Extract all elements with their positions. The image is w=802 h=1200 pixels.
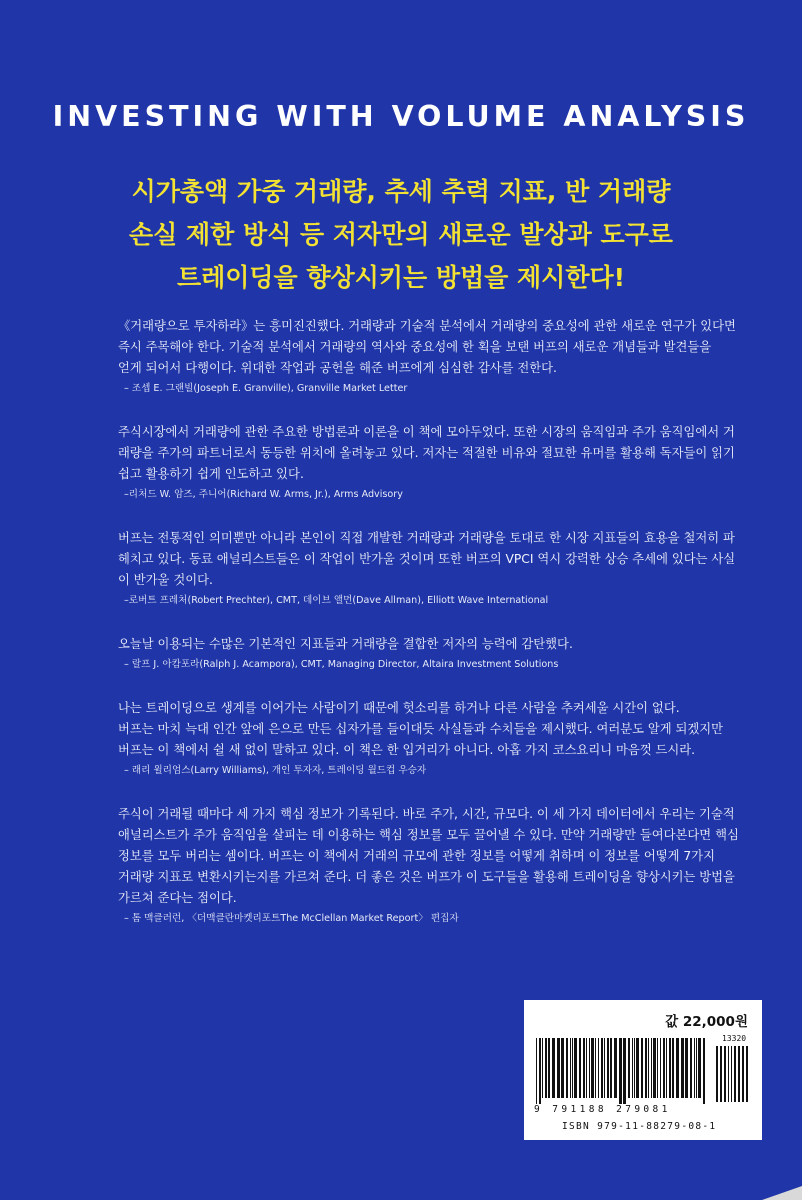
review-attribution: – 랄프 J. 아캄포라(Ralph J. Acampora), CMT, Managing Director, Altaira Investment Solutions	[124, 659, 559, 670]
review-mcclellan	[118, 804, 758, 926]
review-line: 얻게 되어서 다행이다. 위대한 작업과 공헌을 해준 버프에게 심심한 감사를 전한다.	[118, 361, 557, 375]
headline-line: 시가총액 가중 거래량, 추세 추력 지표, 반 거래량	[131, 177, 671, 206]
review-attribution: – 래리 윌리엄스(Larry Williams), 개인 투자자, 트레이딩 월드컵 우승자	[124, 765, 427, 776]
english-title: INVESTING WITH VOLUME ANALYSIS	[52, 100, 750, 133]
isbn-barcode	[534, 1038, 754, 1104]
price-barcode-box	[524, 1000, 762, 1140]
review-prechter	[118, 528, 758, 608]
review-list	[118, 316, 758, 952]
review-line: 래량을 주가의 파트너로서 동등한 위치에 올려놓고 있다. 저자는 적절한 비유와 절묘한 유머를 활용해 독자들이 읽기	[118, 446, 735, 460]
barcode-addon-number: 13320	[722, 1034, 747, 1043]
review-williams	[118, 698, 758, 778]
review-line: 버프는 마치 늑대 인간 앞에 은으로 만든 십자가를 들이대듯 사실들과 수치들을 제시했다. 여러분도 알게 되겠지만	[118, 722, 724, 736]
review-attribution: – 톰 맥클러런, 〈더맥클란마켓리포트The McClellan Market Report〉 편집자	[124, 913, 459, 924]
review-line: 주식이 거래될 때마다 세 가지 핵심 정보가 기록된다. 바로 주가, 시간, 규모다. 이 세 가지 데이터에서 우리는 기술적	[118, 807, 735, 821]
review-line: 쉽고 활용하기 쉽게 인도하고 있다.	[118, 467, 304, 481]
barcode-digits: 9 791188 279081	[534, 1104, 671, 1115]
isbn-number: ISBN 979-11-88279-08-1	[562, 1121, 717, 1132]
headline-line: 트레이딩을 향상시키는 방법을 제시한다!	[176, 263, 626, 292]
review-attribution: – 조셉 E. 그랜빌(Joseph E. Granville), Granville Market Letter	[124, 383, 408, 394]
headline-line: 손실 제한 방식 등 저자만의 새로운 발상과 도구로	[129, 220, 673, 249]
review-line: 주식시장에서 거래량에 관한 주요한 방법론과 이론을 이 책에 모아두었다. 또한 시장의 움직임과 주가 움직임에서 거	[118, 425, 735, 439]
review-line: 정보를 모두 버리는 셈이다. 버프는 이 책에서 거래의 규모에 관한 정보를 어떻게 취하며 이 정보를 어떻게 7가지	[118, 849, 715, 863]
review-attribution: –로버트 프레처(Robert Prechter), CMT, 데이브 앨먼(Dave Allman), Elliott Wave International	[124, 595, 549, 606]
review-line: 버프는 이 책에서 쉴 새 없이 말하고 있다. 이 책은 한 입거리가 아니다. 아홉 가지 코스요리니 마음껏 드시라.	[118, 743, 696, 757]
review-attribution: –리처드 W. 암즈, 주니어(Richard W. Arms, Jr.), Arms Advisory	[124, 489, 403, 500]
review-line: 헤치고 있다. 동료 애널리스트들은 이 작업이 반가울 것이며 또한 버프의 VPCI 역시 강력한 상승 추세에 있다는 사실	[118, 552, 736, 566]
review-line: 가르쳐 준다는 점이다.	[118, 891, 237, 905]
review-granville	[118, 316, 758, 396]
price-label: 값 22,000원	[665, 1014, 748, 1030]
review-line: 나는 트레이딩으로 생계를 이어가는 사람이기 때문에 헛소리를 하거나 다른 사람을 추켜세울 시간이 없다.	[118, 701, 680, 715]
headline	[0, 170, 802, 299]
review-line: 즉시 주목해야 한다. 기술적 분석에서 거래량의 역사와 중요성에 한 획을 보탠 버프의 새로운 개념들과 발견들을	[118, 340, 712, 354]
review-line: 거래량 지표로 변환시키는지를 가르쳐 준다. 더 좋은 것은 버프가 이 도구들을 활용해 트레이딩을 향상시키는 방법을	[118, 870, 735, 884]
review-acampora	[118, 634, 758, 672]
review-line: 오늘날 이용되는 수많은 기본적인 지표들과 거래량을 결합한 저자의 능력에 감탄했다.	[118, 637, 573, 651]
review-line: 애널리스트가 주가 움직임을 살피는 데 이용하는 핵심 정보를 모두 끌어낼 수 있다. 만약 거래량만 들여다본다면 핵심	[118, 828, 739, 842]
review-line: 《거래량으로 투자하라》는 흥미진진했다. 거래량과 기술적 분석에서 거래량의 중요성에 관한 새로운 연구가 있다면	[118, 319, 736, 333]
review-line: 버프는 전통적인 의미뿐만 아니라 본인이 직접 개발한 거래량과 거래량을 토대로 한 시장 지표들의 효용을 철저히 파	[118, 531, 735, 545]
page-corner	[762, 1186, 802, 1200]
review-line: 이 반가울 것이다.	[118, 573, 213, 587]
review-arms	[118, 422, 758, 502]
